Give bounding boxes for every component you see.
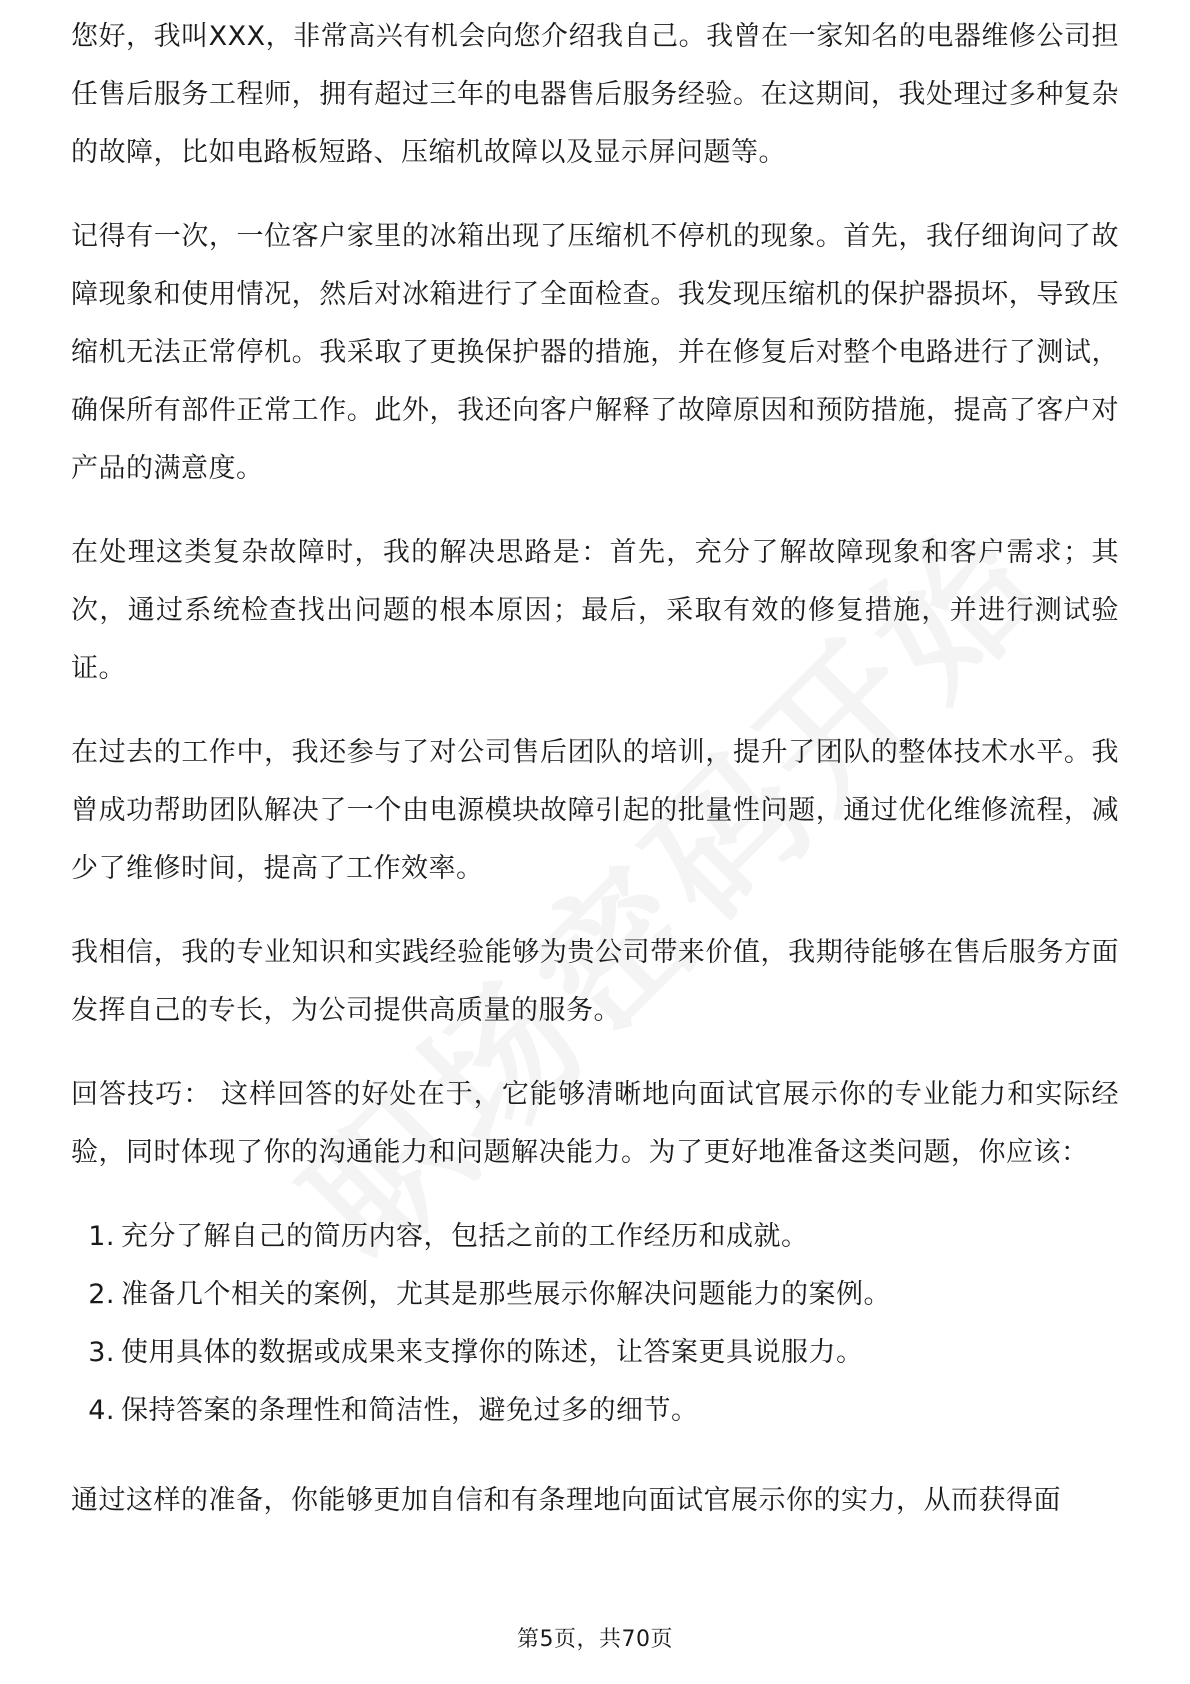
document-body (71, 22, 1119, 1556)
list-item (88, 1208, 1119, 1266)
list-item-number: 3. (88, 1337, 115, 1368)
paragraph-self-intro: 您好，我叫XXX，非常高兴有机会向您介绍我自己。我曾在一家知名的电器维修公司担任售后服务工程师，拥有超过三年的电器售后服务经验。在这期间，我处理过多种复杂的故障，比如电路板短路、压缩机故障以及显示屏问题等。 (71, 21, 1119, 168)
list-item (88, 1266, 1119, 1324)
list-item-text: 使用具体的数据或成果来支撑你的陈述，让答案更具说服力。 (121, 1337, 864, 1368)
list-item-number: 4. (88, 1395, 115, 1426)
list-item-text: 准备几个相关的案例，尤其是那些展示你解决问题能力的案例。 (121, 1279, 891, 1310)
tips-list (71, 1208, 1119, 1440)
list-item-text: 保持答案的条理性和简洁性，避免过多的细节。 (121, 1395, 699, 1426)
list-item (88, 1382, 1119, 1440)
list-item-number: 1. (88, 1221, 115, 1252)
page-number: 第5页，共70页 (517, 1627, 673, 1652)
list-item-number: 2. (88, 1279, 115, 1310)
paragraph-case-example: 记得有一次，一位客户家里的冰箱出现了压缩机不停机的现象。首先，我仔细询问了故障现象和使用情况，然后对冰箱进行了全面检查。我发现压缩机的保护器损坏，导致压缩机无法正常停机。我采取了更换保护器的措施，并在修复后对整个电路进行了测试，确保所有部件正常工作。此外，我还向客户解释了故障原因和预防措施，提高了客户对产品的满意度。 (71, 221, 1119, 484)
list-item-text: 充分了解自己的简历内容，包括之前的工作经历和成就。 (121, 1221, 809, 1252)
paragraph-team-training: 在过去的工作中，我还参与了对公司售后团队的培训，提升了团队的整体技术水平。我曾成功帮助团队解决了一个由电源模块故障引起的批量性问题，通过优化维修流程，减少了维修时间，提高了工作效率。 (71, 737, 1119, 884)
paragraph-value: 我相信，我的专业知识和实践经验能够为贵公司带来价值，我期待能够在售后服务方面发挥自己的专长，为公司提供高质量的服务。 (71, 937, 1119, 1026)
list-item (88, 1324, 1119, 1382)
paragraph-approach: 在处理这类复杂故障时，我的解决思路是：首先，充分了解故障现象和客户需求；其次，通过系统检查找出问题的根本原因；最后，采取有效的修复措施，并进行测试验证。 (71, 537, 1119, 684)
paragraph-closing: 通过这样的准备，你能够更加自信和有条理地向面试官展示你的实力，从而获得面 (71, 1485, 1061, 1516)
paragraph-answer-tips: 回答技巧： 这样回答的好处在于，它能够清晰地向面试官展示你的专业能力和实际经验，同时体现了你的沟通能力和问题解决能力。为了更好地准备这类问题，你应该： (71, 1079, 1119, 1168)
